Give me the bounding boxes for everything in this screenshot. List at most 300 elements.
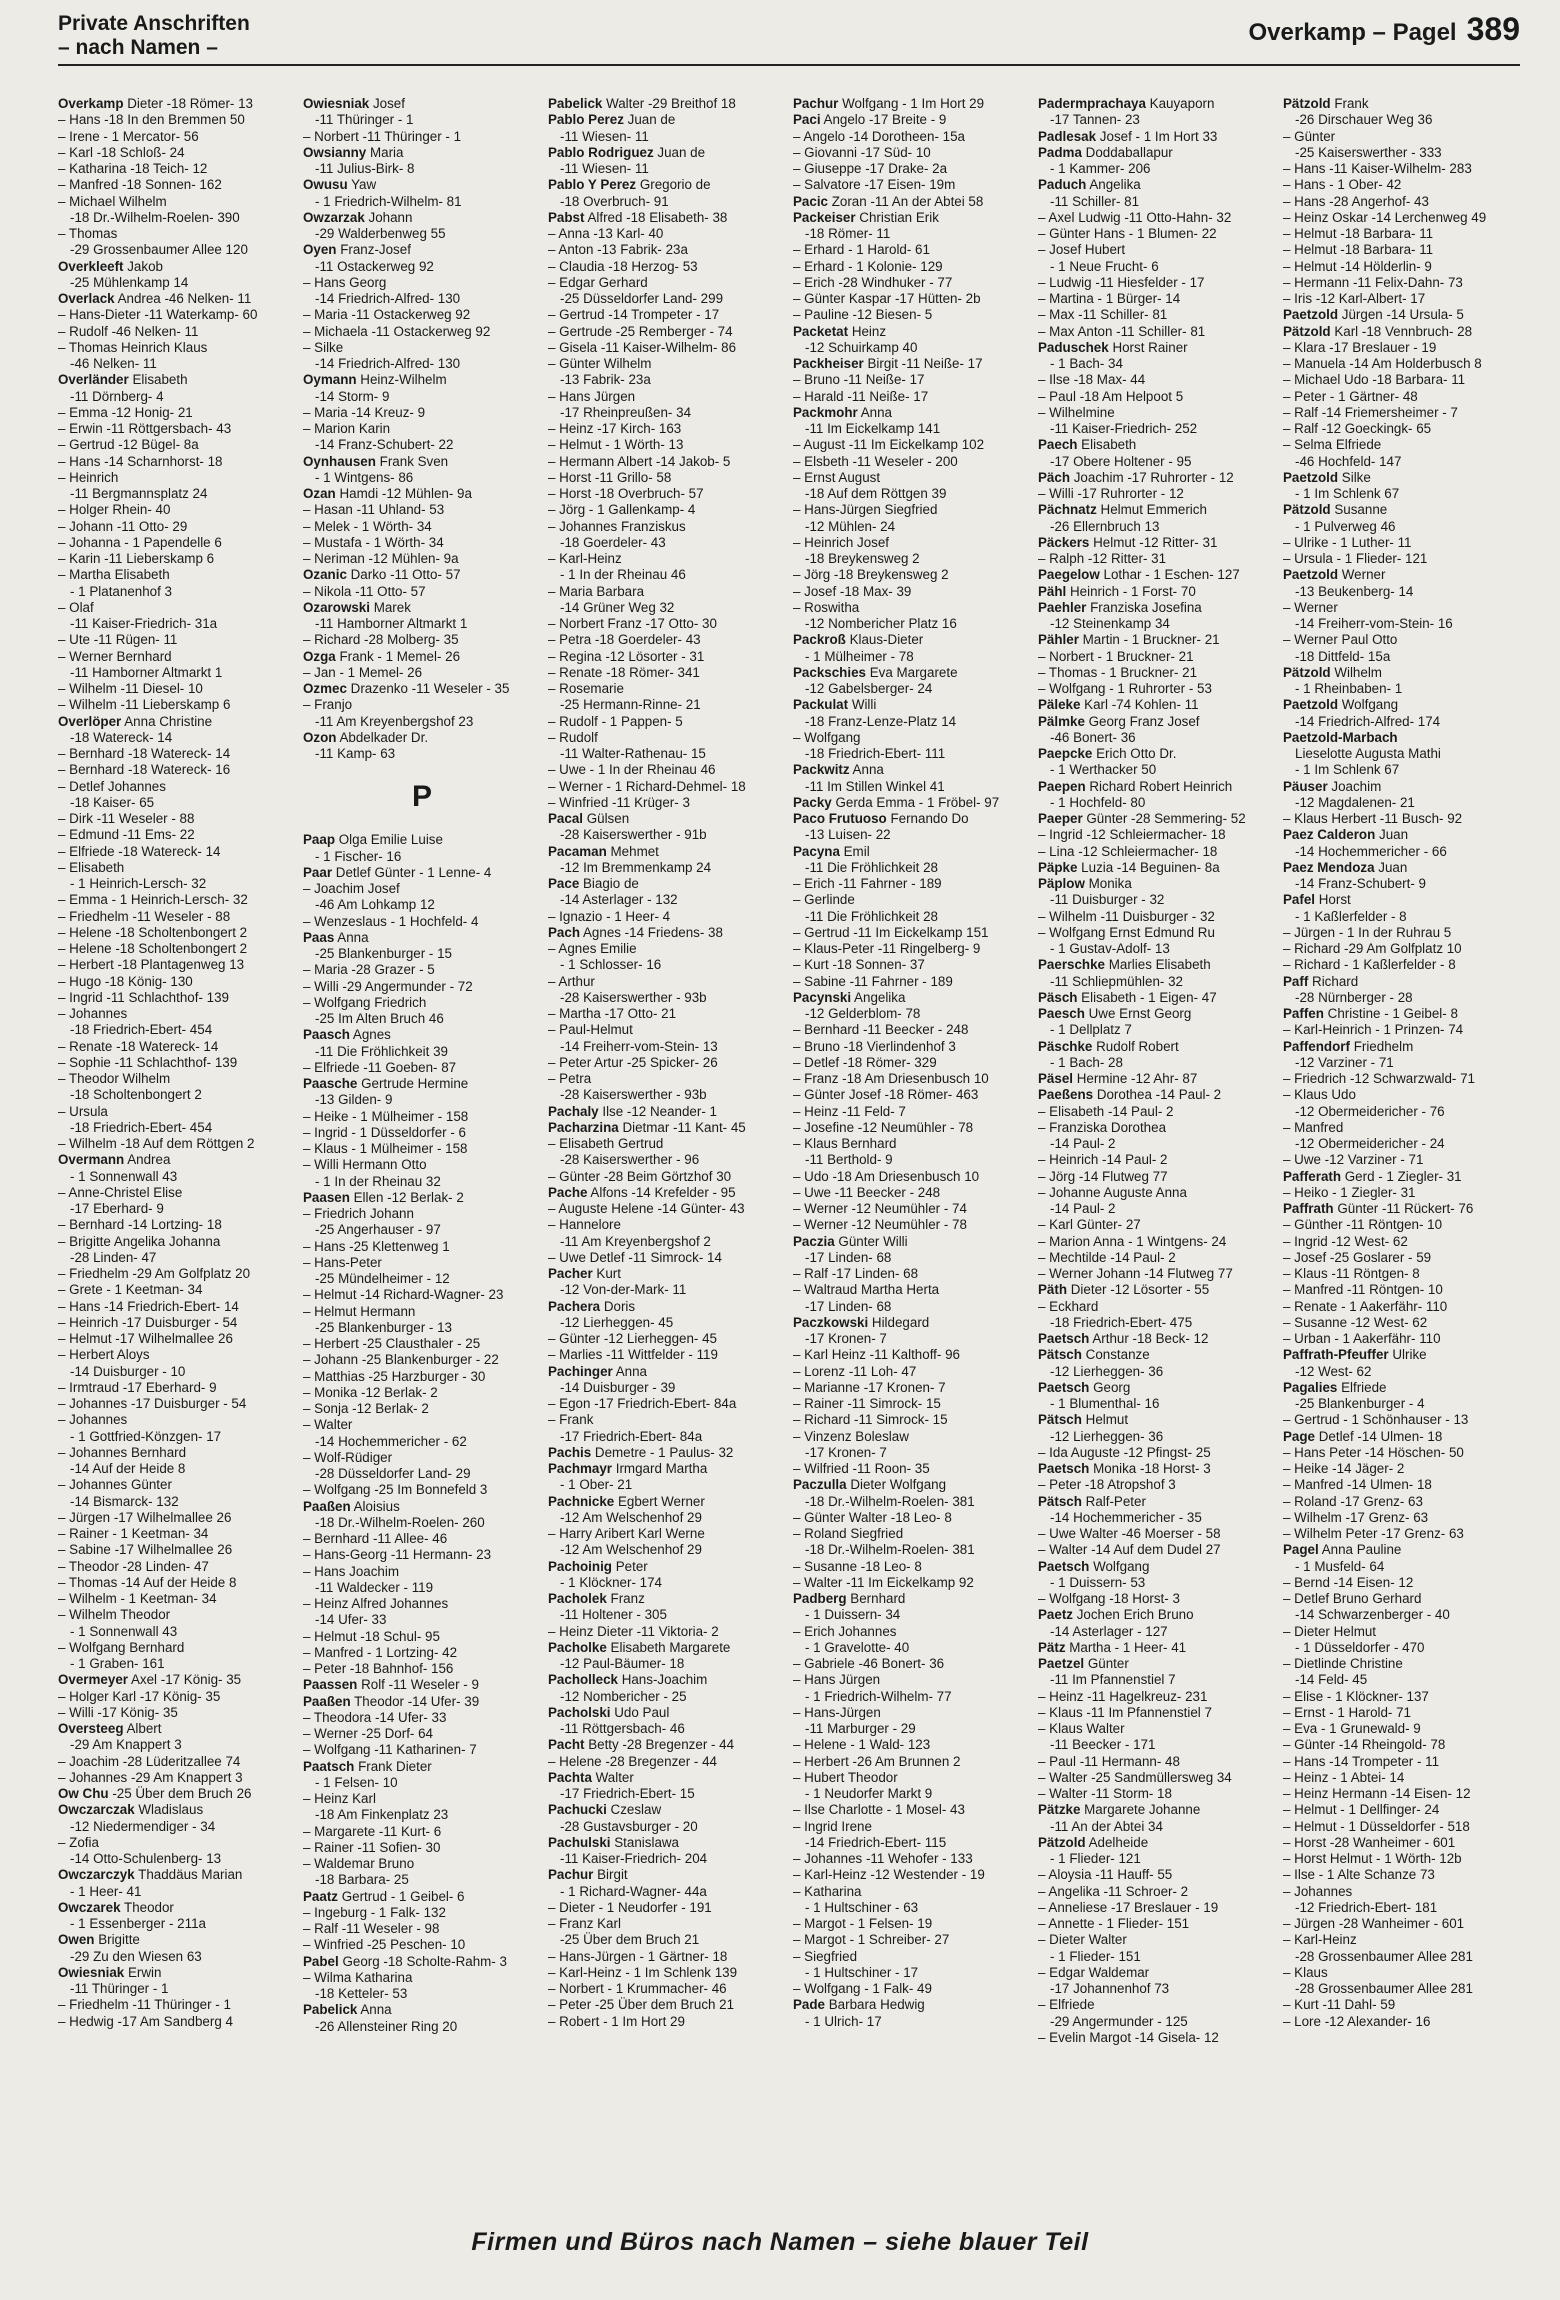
entry-detail: - 1 In der Rheinau 46: [560, 567, 686, 583]
entry-detail: – Robert - 1 Im Hort 29: [548, 2013, 685, 2029]
directory-entry: [303, 1791, 541, 1807]
entry-detail: Peter: [612, 1558, 648, 1574]
entry-surname: Pätzold: [1283, 96, 1331, 111]
directory-entry: [303, 1271, 541, 1287]
directory-entry: [1283, 811, 1520, 827]
directory-column-5: [1038, 96, 1276, 2226]
directory-entry: [1283, 275, 1520, 291]
directory-entry: [58, 1916, 296, 1932]
directory-entry: [58, 1689, 296, 1705]
directory-entry: [1283, 324, 1520, 340]
entry-surname: Päleke: [1038, 697, 1081, 713]
directory-entry: [1038, 925, 1276, 941]
directory-entry: [1038, 1412, 1276, 1428]
directory-entry: [303, 914, 541, 930]
directory-entry: [58, 259, 296, 275]
directory-entry: [303, 421, 541, 437]
directory-entry: [1038, 1201, 1276, 1217]
entry-detail: -13 Gilden- 9: [315, 1092, 393, 1108]
directory-entry: [793, 1705, 1031, 1721]
directory-entry: [303, 897, 541, 913]
directory-entry: [548, 584, 786, 600]
directory-entry: [58, 567, 296, 583]
directory-entry: [303, 1352, 541, 1368]
entry-surname: Päschke: [1038, 1038, 1093, 1054]
entry-detail: -26 Dirschauer Weg 36: [1295, 112, 1433, 128]
entry-detail: -11 Bergmannsplatz 24: [70, 486, 208, 501]
entry-surname: Overmann: [58, 1152, 125, 1168]
entry-surname: Owiesniak: [58, 1964, 125, 1980]
directory-entry: [548, 405, 786, 421]
entry-detail: Detlef -14 Ulmen- 18: [1315, 1428, 1443, 1444]
entry-detail: -12 Steinenkamp 34: [1050, 616, 1170, 631]
directory-entry: [548, 909, 786, 925]
directory-entry: [548, 1770, 786, 1786]
directory-entry: [303, 1482, 541, 1498]
entry-detail: -11 Kamp- 63: [315, 746, 396, 761]
directory-entry: [303, 454, 541, 470]
entry-detail: – Horst -11 Grillo- 58: [548, 469, 672, 485]
entry-detail: -25 Über dem Bruch 21: [560, 1932, 700, 1948]
entry-detail: – Ignazio - 1 Heer- 4: [548, 908, 671, 924]
entry-detail: – Johannes -11 Wehofer - 133: [793, 1851, 973, 1866]
directory-entry: [303, 1807, 541, 1823]
entry-surname: Pachinger: [548, 1363, 613, 1379]
directory-entry: [548, 697, 786, 713]
entry-detail: – Max Anton -11 Schiller- 81: [1038, 323, 1206, 339]
directory-entry: [793, 1429, 1031, 1445]
entry-detail: -14 Ufer- 33: [315, 1612, 387, 1628]
directory-entry: [303, 177, 541, 193]
entry-surname: Pätz: [1038, 1639, 1066, 1655]
directory-entry: [548, 372, 786, 388]
entry-detail: Jürgen -14 Ursula- 5: [1338, 307, 1464, 323]
directory-entry: [793, 616, 1031, 632]
entry-detail: – Karl-Heinrich - 1 Prinzen- 74: [1283, 1022, 1464, 1038]
directory-entry: [303, 1694, 541, 1710]
entry-detail: Dieter Wolfgang: [846, 1477, 947, 1493]
directory-entry: [548, 1494, 786, 1510]
entry-detail: – Uwe -12 Varziner - 71: [1283, 1152, 1424, 1168]
directory-entry: [303, 1222, 541, 1238]
directory-entry: [303, 242, 541, 258]
directory-entry: [1038, 1884, 1276, 1900]
entry-detail: – Heinrich -17 Duisburger - 54: [58, 1314, 238, 1330]
entry-surname: Packheiser: [793, 356, 864, 371]
directory-entry: [1283, 242, 1520, 258]
entry-surname: Pagalies: [1283, 1379, 1338, 1395]
directory-entry: [58, 161, 296, 177]
entry-detail: - 1 Fischer- 16: [315, 848, 402, 864]
entry-detail: – Hans -14 Trompeter - 11: [1283, 1753, 1440, 1769]
entry-detail: Helmut Emmerich: [1096, 502, 1207, 518]
entry-detail: – Waltraud Martha Herta: [793, 1282, 940, 1298]
entry-detail: - 1 Sonnenwall 43: [70, 1168, 178, 1184]
directory-entry: [548, 161, 786, 177]
directory-entry: [58, 1949, 296, 1965]
entry-detail: -11 Die Fröhlichkeit 28: [805, 908, 938, 924]
directory-entry: [58, 1331, 296, 1347]
entry-detail: – Jürgen - 1 In der Ruhrau 5: [1283, 924, 1452, 940]
directory-entry: [548, 1932, 786, 1948]
directory-entry: [548, 1152, 786, 1168]
directory-entry: [58, 1364, 296, 1380]
directory-entry: [548, 129, 786, 145]
directory-entry: [1283, 1055, 1520, 1071]
directory-entry: [58, 1234, 296, 1250]
entry-detail: -11 Im Stillen Winkel 41: [805, 778, 945, 794]
directory-entry: [1283, 681, 1520, 697]
directory-entry: [58, 291, 296, 307]
entry-detail: – Uwe Walter -46 Moerser - 58: [1038, 1526, 1221, 1541]
entry-detail: Heinz-Wilhelm: [356, 372, 447, 388]
directory-entry: [1283, 990, 1520, 1006]
entry-detail: – Michaela -11 Ostackerweg 92: [303, 323, 491, 339]
entry-detail: Monika: [1084, 876, 1132, 891]
entry-detail: – Richard -29 Am Golfplatz 10: [1283, 941, 1462, 956]
entry-detail: – Heinrich: [58, 469, 119, 485]
directory-entry: [548, 1201, 786, 1217]
entry-detail: Dieter -18 Römer- 13: [123, 96, 254, 111]
entry-detail: – Ernst - 1 Harold- 71: [1283, 1704, 1412, 1720]
entry-detail: -26 Allensteiner Ring 20: [315, 2018, 458, 2034]
directory-column-4: [793, 96, 1031, 2226]
directory-entry: [303, 1905, 541, 1921]
directory-entry: [793, 161, 1031, 177]
entry-detail: Gülsen: [583, 811, 630, 826]
directory-entry: [1038, 1867, 1276, 1883]
entry-detail: Elisabeth: [1077, 437, 1137, 453]
directory-entry: [303, 1320, 541, 1336]
directory-entry: [793, 470, 1031, 486]
entry-detail: -29 Walderbenweg 55: [315, 226, 446, 241]
entry-detail: – Thomas - 1 Bruckner- 21: [1038, 664, 1198, 680]
entry-detail: – Pauline -12 Biesen- 5: [793, 307, 933, 323]
entry-detail: -18 Am Finkenplatz 23: [315, 1807, 449, 1823]
entry-detail: – Herbert -18 Plantagenweg 13: [58, 957, 245, 973]
directory-entry: [1283, 665, 1520, 681]
directory-entry: [1038, 974, 1276, 990]
entry-detail: – Manfred -11 Röntgen- 10: [1283, 1282, 1443, 1298]
directory-entry: [1038, 892, 1276, 908]
directory-entry: [1038, 307, 1276, 323]
entry-detail: Josef - 1 Im Hort 33: [1096, 128, 1218, 144]
entry-surname: Padermprachaya: [1038, 96, 1146, 111]
directory-entry: [58, 1494, 296, 1510]
entry-detail: -11 Julius-Birk- 8: [315, 161, 415, 176]
entry-detail: Frank: [1330, 96, 1369, 111]
directory-entry: [58, 145, 296, 161]
entry-detail: – Maria -11 Ostackerweg 92: [303, 307, 471, 323]
directory-entry: [58, 860, 296, 876]
directory-entry: [1283, 909, 1520, 925]
entry-detail: – Hans Georg: [303, 274, 387, 290]
entry-detail: – Josef -18 Max- 39: [793, 583, 912, 599]
directory-entry: [58, 1299, 296, 1315]
entry-detail: – Elfriede: [1038, 1997, 1095, 2013]
entry-detail: Udo Paul: [610, 1704, 670, 1720]
entry-detail: Arthur -18 Beck- 12: [1089, 1331, 1209, 1346]
directory-entry: [58, 1120, 296, 1136]
directory-entry: [58, 1624, 296, 1640]
directory-entry: [1283, 1364, 1520, 1380]
entry-detail: – Wolfgang -25 Im Bonnefeld 3: [303, 1482, 488, 1498]
entry-detail: - 1 Blumenthal- 16: [1050, 1396, 1160, 1411]
directory-entry: [303, 307, 541, 323]
entry-detail: – Katharina: [793, 1883, 862, 1899]
directory-entry: [303, 2019, 541, 2035]
entry-detail: – Friedhelm -29 Am Golfplatz 20: [58, 1266, 251, 1281]
entry-surname: Owczarczyk: [58, 1867, 135, 1883]
entry-detail: – Thomas: [58, 226, 118, 241]
directory-entry: [793, 1477, 1031, 1493]
entry-detail: Helmut: [1081, 1412, 1129, 1428]
directory-entry: [1283, 941, 1520, 957]
entry-surname: Padlesak: [1038, 128, 1097, 144]
directory-entry: [58, 1315, 296, 1331]
entry-detail: – Dietlinde Christine: [1283, 1656, 1403, 1671]
entry-detail: – Kurt -18 Sonnen- 37: [793, 957, 925, 973]
directory-entry: [303, 372, 541, 388]
directory-entry: [303, 995, 541, 1011]
directory-entry: [1283, 1087, 1520, 1103]
entry-detail: -17 Eberhard- 9: [70, 1201, 164, 1216]
entry-detail: – Joachim -28 Lüderitzallee 74: [58, 1753, 241, 1769]
entry-detail: -18 Dr.-Wilhelm-Roelen- 381: [805, 1542, 975, 1558]
directory-entry: [793, 372, 1031, 388]
entry-detail: Willi: [848, 697, 877, 713]
entry-detail: – Elisabeth: [58, 859, 125, 875]
directory-entry: [548, 437, 786, 453]
directory-entry: [58, 242, 296, 258]
directory-entry: [548, 681, 786, 697]
section-title-line1: Private Anschriften: [58, 12, 250, 35]
entry-detail: – Franziska Dorothea: [1038, 1119, 1167, 1135]
directory-entry: [548, 990, 786, 1006]
entry-detail: – Edgar Waldemar: [1038, 1964, 1150, 1980]
entry-detail: – Holger Karl -17 König- 35: [58, 1688, 221, 1704]
entry-surname: Paatsch: [303, 1758, 355, 1774]
entry-detail: – Walter -11 Storm- 18: [1038, 1786, 1172, 1801]
entry-detail: Kurt: [592, 1266, 621, 1281]
directory-entry: [1283, 1169, 1520, 1185]
entry-detail: – Monika -12 Berlak- 2: [303, 1384, 438, 1400]
entry-detail: Monika -18 Horst- 3: [1089, 1461, 1211, 1476]
entry-detail: -25 Blankenburger - 13: [315, 1319, 452, 1335]
entry-detail: – Regina -12 Lösorter - 31: [548, 648, 705, 664]
directory-entry: [793, 2014, 1031, 2030]
entry-detail: – Hermann Albert -14 Jakob- 5: [548, 453, 731, 469]
directory-entry: [303, 470, 541, 486]
directory-entry: [1038, 909, 1276, 925]
directory-entry: [58, 584, 296, 600]
entry-detail: – Hermann -11 Felix-Dahn- 73: [1283, 274, 1463, 290]
entry-detail: – Evelin Margot -14 Gisela- 12: [1038, 2029, 1219, 2045]
entry-surname: Overländer: [58, 372, 129, 388]
directory-column-1: [58, 96, 296, 2226]
entry-detail: – Neriman -12 Mühlen- 9a: [303, 551, 459, 566]
entry-detail: -14 Schwarzenberger - 40: [1295, 1607, 1450, 1623]
directory-entry: [303, 1564, 541, 1580]
entry-detail: – Salvatore -17 Eisen- 19m: [793, 177, 956, 193]
entry-detail: – Manfred: [1283, 1119, 1344, 1135]
entry-detail: Joachim -17 Ruhrorter - 12: [1070, 469, 1234, 485]
directory-entry: [1038, 1949, 1276, 1965]
entry-detail: Wolfgang: [1089, 1558, 1150, 1574]
entry-detail: – Ludwig -11 Hiesfelder - 17: [1038, 274, 1205, 290]
directory-entry: [1038, 1250, 1276, 1266]
directory-entry: [58, 502, 296, 518]
entry-detail: Theodor: [120, 1899, 174, 1915]
directory-entry: [793, 551, 1031, 567]
entry-detail: – Harry Aribert Karl Werne: [548, 1526, 705, 1541]
entry-surname: Pagel: [1283, 1542, 1319, 1558]
directory-entry: [58, 957, 296, 973]
directory-entry: [1038, 1396, 1276, 1412]
entry-detail: Rudolf Robert: [1092, 1038, 1179, 1054]
entry-surname: Pacholski: [548, 1704, 611, 1720]
directory-entry: [1283, 421, 1520, 437]
directory-entry: [548, 1510, 786, 1526]
entry-detail: -46 Am Lohkamp 12: [315, 897, 435, 913]
directory-entry: [1283, 697, 1520, 713]
directory-entry: [793, 1315, 1031, 1331]
directory-entry: [793, 340, 1031, 356]
entry-surname: Pacic: [793, 193, 828, 209]
entry-detail: - 1 Kammer- 206: [1050, 161, 1151, 176]
directory-entry: [1038, 1217, 1276, 1233]
entry-detail: – Hans-Peter: [303, 1254, 382, 1270]
entry-detail: – Josef Hubert: [1038, 242, 1126, 258]
entry-detail: -18 Römer- 11: [805, 226, 891, 241]
entry-detail: – Wilhelm Theodor: [58, 1607, 171, 1623]
directory-entry: [58, 405, 296, 421]
directory-entry: [1283, 1477, 1520, 1493]
entry-detail: – Michael Udo -18 Barbara- 11: [1283, 372, 1466, 388]
directory-entry: [548, 779, 786, 795]
entry-detail: Anna: [857, 404, 893, 420]
entry-detail: Helmut -12 Ritter- 31: [1089, 534, 1218, 550]
entry-detail: – Hans-Jürgen Siegfried: [793, 502, 938, 518]
entry-detail: - 1 Gustav-Adolf- 13: [1050, 941, 1170, 956]
directory-entry: [548, 632, 786, 648]
directory-entry: [793, 1867, 1031, 1883]
entry-detail: Frank Dieter: [354, 1758, 432, 1774]
directory-entry: [1038, 827, 1276, 843]
directory-entry: [303, 632, 541, 648]
directory-entry: [1038, 665, 1276, 681]
directory-entry: [58, 762, 296, 778]
directory-entry: [1038, 1559, 1276, 1575]
directory-entry: [548, 844, 786, 860]
directory-entry: [548, 389, 786, 405]
directory-entry: [58, 844, 296, 860]
directory-entry: [1038, 1477, 1276, 1493]
entry-detail: – Elfriede -18 Watereck- 14: [58, 843, 221, 859]
entry-detail: Albert: [123, 1721, 162, 1736]
entry-detail: – Iris -12 Karl-Albert- 17: [1283, 291, 1426, 306]
directory-entry: [58, 1835, 296, 1851]
entry-detail: – Rainer - 1 Keetman- 34: [58, 1526, 209, 1541]
entry-detail: – Hannelore: [548, 1217, 621, 1233]
directory-entry: [303, 1580, 541, 1596]
entry-detail: -14 Duisburger - 39: [560, 1379, 676, 1395]
entry-detail: - 1 Bach- 34: [1050, 356, 1123, 371]
directory-entry: [548, 454, 786, 470]
entry-detail: – Helene -18 Scholtenbongert 2: [58, 941, 248, 956]
directory-entry: [793, 405, 1031, 421]
entry-detail: – Wolfgang: [793, 729, 861, 745]
entry-detail: – Helmut -17 Wilhelmallee 26: [58, 1331, 233, 1346]
entry-detail: – Hans -14 Scharnhorst- 18: [58, 453, 223, 469]
entry-detail: -11 Wiesen- 11: [560, 128, 649, 144]
directory-entry: [1038, 1737, 1276, 1753]
entry-surname: Pähl: [1038, 583, 1067, 599]
directory-entry: [1038, 1445, 1276, 1461]
directory-entry: [793, 1282, 1031, 1298]
entry-detail: – Roswitha: [793, 599, 860, 615]
entry-detail: -28 Nürnberger - 28: [1295, 989, 1413, 1005]
directory-entry: [58, 194, 296, 210]
directory-entry: [793, 1152, 1031, 1168]
entry-detail: - 1 Friedrich-Wilhelm- 81: [315, 193, 462, 209]
entry-detail: – Martina - 1 Bürger- 14: [1038, 291, 1181, 306]
directory-entry: [1038, 941, 1276, 957]
directory-entry: [1038, 1510, 1276, 1526]
entry-detail: – Selma Elfriede: [1283, 437, 1382, 453]
entry-surname: Owzarzak: [303, 209, 365, 225]
entry-detail: – Rainer -11 Simrock- 15: [793, 1396, 941, 1411]
entry-detail: – Norbert - 1 Krummacher- 46: [548, 1981, 727, 1996]
entry-detail: – Jörg - 1 Gallenkamp- 4: [548, 502, 696, 518]
directory-entry: [793, 1932, 1031, 1948]
entry-detail: – Wolfgang -18 Horst- 3: [1038, 1591, 1180, 1606]
directory-column-3: [548, 96, 786, 2226]
entry-detail: Richard Robert Heinrich: [1085, 778, 1233, 794]
entry-detail: – Günter Kaspar -17 Hütten- 2b: [793, 291, 981, 306]
directory-entry: [793, 1039, 1031, 1055]
directory-entry: [1038, 1022, 1276, 1038]
entry-detail: – Nikola -11 Otto- 57: [303, 583, 426, 599]
entry-surname: Pacharzina: [548, 1119, 619, 1135]
entry-detail: -11 Walter-Rathenau- 15: [560, 746, 706, 761]
footer-note: Firmen und Büros nach Namen – siehe blauer Teil: [471, 2228, 1089, 2256]
entry-surname: Paasen: [303, 1189, 350, 1205]
entry-detail: Karl -18 Vennbruch- 28: [1330, 323, 1473, 339]
directory-entry: [58, 1770, 296, 1786]
directory-entry: [548, 1461, 786, 1477]
directory-entry: [1283, 291, 1520, 307]
directory-entry: [793, 486, 1031, 502]
directory-entry: [1283, 1932, 1520, 1948]
entry-detail: – Ute -11 Rügen- 11: [58, 632, 178, 648]
directory-entry: [548, 1347, 786, 1363]
entry-detail: -18 Auf dem Röttgen 39: [805, 486, 947, 501]
directory-entry: [793, 421, 1031, 437]
entry-detail: -14 Franz-Schubert- 9: [1295, 876, 1426, 891]
entry-surname: Ozarowski: [303, 599, 370, 615]
entry-detail: – Siegfried: [793, 1948, 858, 1964]
entry-detail: Thaddäus Marian: [134, 1867, 243, 1883]
entry-detail: – Wilhelm -18 Auf dem Röttgen 2: [58, 1136, 255, 1151]
directory-entry: [548, 1039, 786, 1055]
directory-entry: [1038, 649, 1276, 665]
directory-entry: [303, 437, 541, 453]
entry-detail: Agnes -14 Friedens- 38: [580, 924, 723, 940]
entry-detail: Gregorio de: [636, 177, 711, 193]
directory-entry: [1283, 1380, 1520, 1396]
entry-detail: – Mechtilde -14 Paul- 2: [1038, 1249, 1176, 1265]
